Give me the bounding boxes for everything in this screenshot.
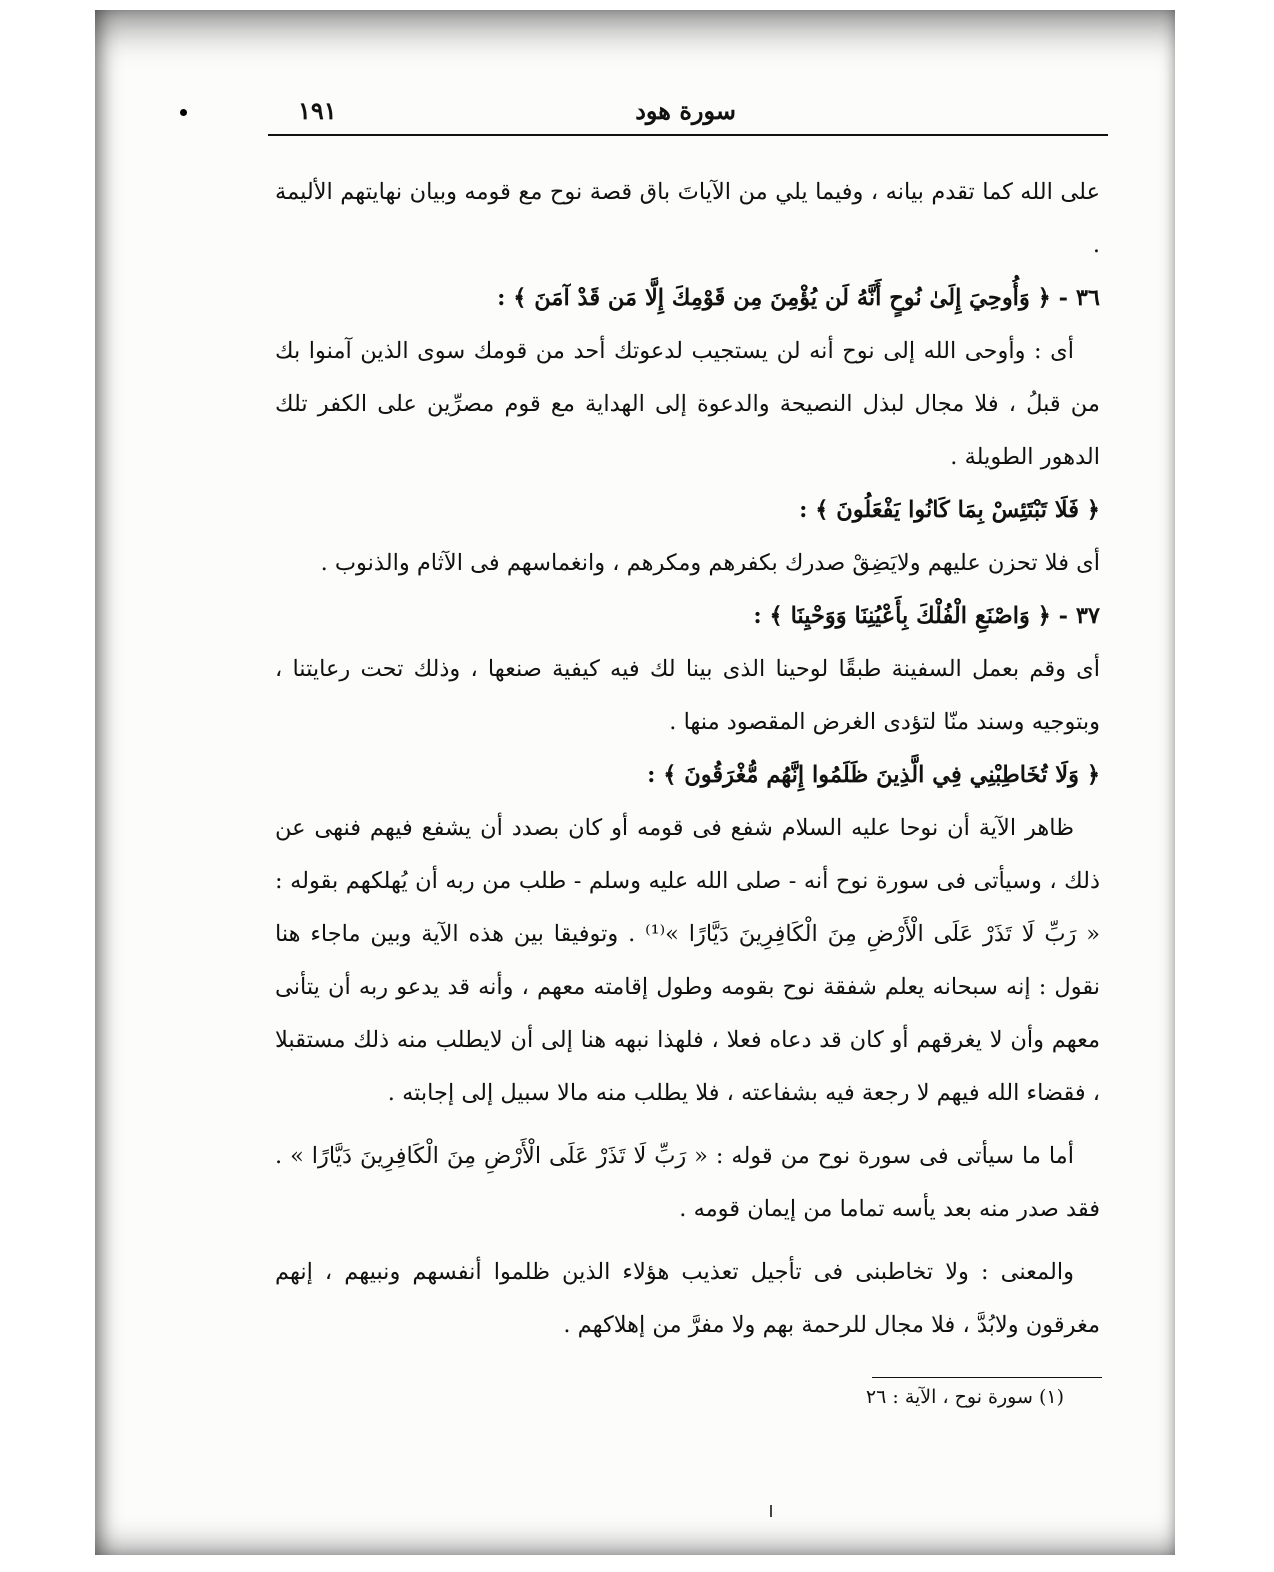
paragraph: أى وقم بعمل السفينة طبقًا لوحينا الذى بينا لك فيه كيفية صنعها ، وذلك تحت رعايتنا ، وبتوجيه وسند منّا لتؤدى الغرض المقصود منها . (275, 656, 1100, 735)
ayah-heading: ﴿ فَلَا تَبْتَئِسْ بِمَا كَانُوا يَفْعَلُونَ ﴾ : (799, 497, 1100, 523)
paragraph: والمعنى : ولا تخاطبنى فى تأجيل تعذيب هؤلاء الذين ظلموا أنفسهم ونبيهم ، إنهم مغرقون ولابُدَّ ، فلا مجال للرحمة بهم ولا مفرَّ من إهلاكهم . (275, 1259, 1100, 1338)
ayah-heading: ﴿ وَلَا تُخَاطِبْنِي فِي الَّذِينَ ظَلَمُوا إِنَّهُم مُّغْرَقُونَ ﴾ : (647, 762, 1100, 788)
page-number: ١٩١ (298, 96, 337, 125)
surah-title: سورة هود (635, 96, 736, 125)
paragraph: ظاهر الآية أن نوحا عليه السلام شفع فى قومه أو كان بصدد أن يشفع فيهم فنهى عن ذلك ، وسيأتى فى سورة نوح أنه - صلى الله عليه وسلم - طلب من ربه أن يُهلكهم بقوله : « رَبِّ لَا تَذَرْ عَلَى الْأَرْضِ مِنَ الْكَافِرِينَ دَيَّارًا »⁽¹⁾ . وتوفيقا بين هذه الآية وبين ماجاء هنا نقول : إنه سبحانه يعلم شفقة نوح بقومه وطول إقامته معهم ، وأنه قد يدعو ربه أن يتأنى معهم وأن لا يغرقهم أو كان قد دعاه فعلا ، فلهذا نبهه هنا إلى أن لايطلب منه ذلك مستقبلا ، فقضاء الله فيهم لا رجعة فيه بشفاعته ، فلا يطلب منه مالا سبيل إلى إجابته . (275, 815, 1100, 1106)
page-header (268, 92, 1108, 136)
margin-dot (180, 109, 187, 116)
ayah-heading: ٣٧ - ﴿ وَاصْنَعِ الْفُلْكَ بِأَعْيُنِنَا وَوَحْيِنَا ﴾ : (753, 603, 1100, 629)
page-body (275, 166, 1100, 1352)
paragraph: أما ما سيأتى فى سورة نوح من قوله : « رَبِّ لَا تَذَرْ عَلَى الْأَرْضِ مِنَ الْكَافِرِينَ دَيَّارًا » . فقد صدر منه بعد يأسه تماما من إيمان قومه . (275, 1143, 1100, 1222)
paragraph: أى فلا تحزن عليهم ولايَضِقْ صدرك بكفرهم ومكرهم ، وانغماسهم فى الآثام والذنوب . (320, 550, 1100, 576)
paragraph: على الله كما تقدم بيانه ، وفيما يلي من الآياتَ باق قصة نوح مع قومه وبيان نهايتهم الأليمة . (275, 179, 1100, 258)
paragraph: أى : وأوحى الله إلى نوح أنه لن يستجيب لدعوتك أحد من قومك سوى الذين آمنوا بك من قبلُ ، فلا مجال لبذل النصيحة والدعوة إلى الهداية مع قوم مصرِّين على الكفر تلك الدهور الطويلة . (275, 338, 1100, 470)
scan-mark (770, 1505, 772, 1517)
ayah-heading: ٣٦ - ﴿ وَأُوحِيَ إِلَىٰ نُوحٍ أَنَّهُ لَن يُؤْمِنَ مِن قَوْمِكَ إِلَّا مَن قَدْ آمَنَ ﴾ : (497, 285, 1100, 311)
footnote: (١) سورة نوح ، الآية : ٢٦ (865, 1386, 1064, 1408)
footnote-rule (872, 1377, 1102, 1378)
